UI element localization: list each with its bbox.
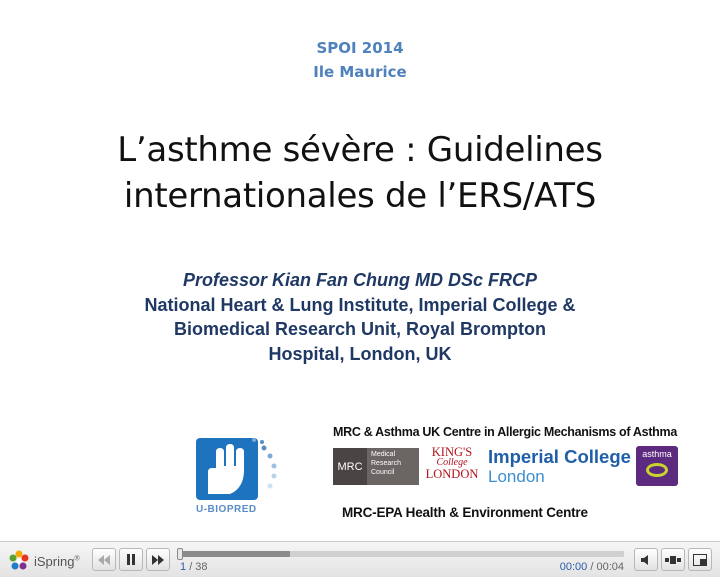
kings-line-2: College [436,457,468,468]
imperial-line-1: Imperial College [488,446,631,467]
hand-icon [196,438,288,502]
title-line-1: L’asthme sévère : Guidelines [117,130,603,170]
event-name: SPOI 2014 [316,39,404,57]
kings-college-logo [422,446,482,486]
skip-back-icon [98,555,110,565]
asthma-uk-logo [636,446,678,486]
imperial-college-logo [488,446,631,485]
ispring-logo[interactable] [8,550,80,572]
epa-centre-label: MRC-EPA Health & Environment Centre [342,505,588,520]
time-display [560,561,624,573]
total-slides: / 38 [189,561,208,573]
kings-line-3: LONDON [425,467,479,481]
layout-button[interactable] [661,548,685,571]
progress-handle[interactable] [177,548,183,560]
event-location: Ile Maurice [313,63,407,81]
author-name: Professor Kian Fan Chung MD DSc FRCP [182,270,538,290]
time-total: / 00:04 [590,561,624,573]
asthma-loop-icon [646,463,668,477]
fullscreen-icon [693,554,707,566]
skip-forward-icon [152,555,164,565]
next-slide-button[interactable] [146,548,170,571]
mrc-logo [333,448,419,485]
progress-fill [178,551,290,557]
mrc-logo-long: Medical Research Council [367,448,419,485]
player-toolbar [0,541,720,577]
asthma-uk-label: asthma [642,449,672,459]
author-block [0,268,720,366]
time-current: 00:00 [559,561,588,573]
fullscreen-button[interactable] [688,548,712,571]
previous-slide-button[interactable] [92,548,116,571]
imperial-line-2: London [488,467,545,486]
layout-icon [665,555,681,565]
speaker-icon [640,554,652,566]
affiliation-line-2: Biomedical Research Unit, Royal Brompton [173,319,547,339]
ubiopred-label: U-BIOPRED [196,504,257,515]
mrc-logo-short: MRC [333,448,367,485]
affiliation-line-3: Hospital, London, UK [268,343,452,364]
mrc-centre-heading: MRC & Asthma UK Centre in Allergic Mechanisms of Asthma [333,425,677,439]
affiliation-line-1: National Heart & Lung Institute, Imperial College & [144,294,576,315]
ispring-brand: iSpring® [34,553,80,569]
slide-title [0,127,720,219]
ubiopred-logo [196,438,288,520]
kings-line-1: KING'S [431,445,473,459]
volume-button[interactable] [634,548,658,571]
pause-button[interactable] [119,548,143,571]
ispring-flower-icon [8,550,30,572]
progress-track[interactable] [178,551,624,557]
pause-icon [126,554,136,565]
current-slide-number: 1 [180,561,187,573]
title-line-2: internationales de l’ERS/ATS [123,176,597,216]
slide-counter [180,561,208,573]
